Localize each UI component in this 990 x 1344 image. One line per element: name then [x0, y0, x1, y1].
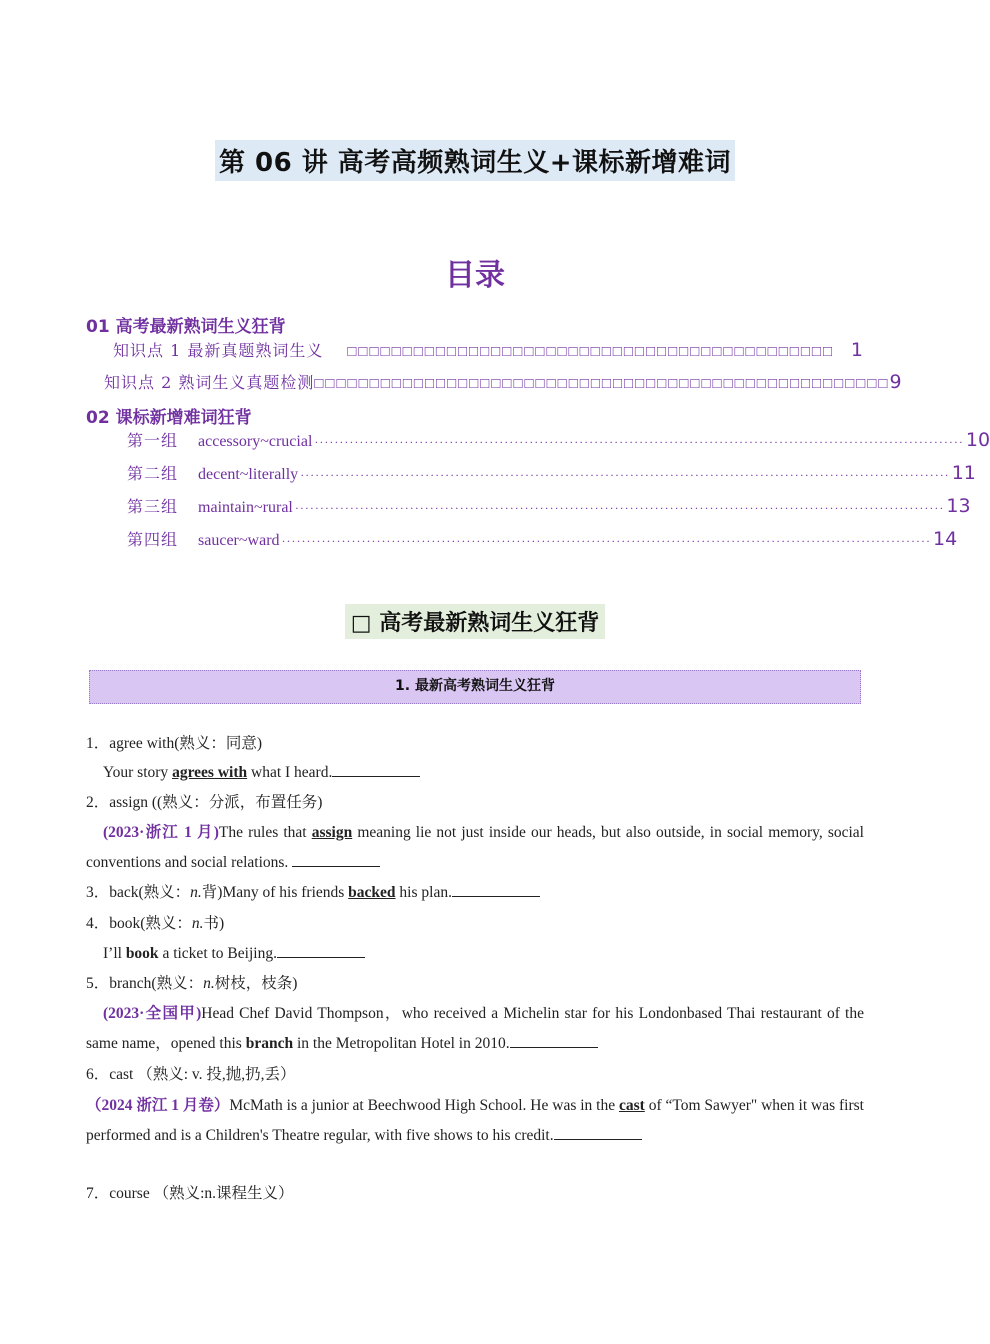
- sentence-text: The rules that: [218, 824, 312, 841]
- keyword: agrees with: [172, 764, 248, 781]
- toc-entry-label: 知识点 1 最新真题熟词生义: [113, 341, 324, 360]
- sentence-text: of “Tom Sawyer" when it was first performed and is a Children's Theatre regular, with five shows to his credit.: [86, 1097, 864, 1144]
- item-7-head: 7．course （熟义:n.课程生义）: [86, 1185, 294, 1202]
- item-4-sentence: [103, 939, 881, 969]
- keyword: book: [125, 945, 159, 962]
- toc-entry-page: 9: [889, 371, 902, 393]
- answer-blank[interactable]: [510, 1033, 598, 1048]
- item-2-sentence: [86, 818, 864, 878]
- section-heading: □ 高考最新熟词生义狂背: [345, 604, 605, 639]
- toc-group-label: 第三组: [127, 497, 179, 516]
- keyword: assign: [311, 824, 353, 841]
- toc-group-2[interactable]: [127, 461, 976, 484]
- item-6-head: 6．cast （熟义: v. 投,抛,扔,丢）: [86, 1066, 296, 1083]
- toc-entry-fill: □□□□□□□□□□□□□□□□□□□□□□□□□□□□□□□□□□□□□□□□□□□□□□□□□□□□: [314, 376, 890, 392]
- item-5-head: [86, 969, 864, 999]
- item-1-sentence: [103, 758, 881, 788]
- toc-group-page: 13: [946, 495, 971, 517]
- source-tag: (2023·全国甲): [103, 1005, 202, 1022]
- answer-blank[interactable]: [332, 762, 420, 777]
- toc-group-page: 14: [933, 528, 958, 550]
- sentence-text: what I heard.: [247, 764, 333, 781]
- toc-section-2[interactable]: 02 课标新增难词狂背: [86, 408, 252, 428]
- toc-leader: ··································································································································: [281, 534, 932, 548]
- lecture-title: 第 06 讲 高考高频熟词生义+课标新增难词: [215, 140, 735, 181]
- source-tag: (2023·浙江 1 月): [103, 824, 219, 841]
- answer-blank[interactable]: [292, 852, 380, 867]
- sentence-text: McMath is a junior at Beechwood High School. He was in the: [229, 1097, 619, 1114]
- section-heading-wrap: [0, 604, 950, 639]
- toc-leader: ··································································································································: [294, 501, 945, 515]
- toc-group-label: 第四组: [127, 530, 179, 549]
- toc-section-1[interactable]: 01 高考最新熟词生义狂背: [86, 317, 286, 337]
- answer-blank[interactable]: [277, 943, 365, 958]
- item-2-head: 2．assign ((熟义：分派，布置任务): [86, 794, 323, 811]
- subsection-banner: 1. 最新高考熟词生义狂背: [89, 670, 861, 704]
- sentence-text: in the Metropolitan Hotel in 2010.: [293, 1035, 510, 1052]
- title-wrap: [0, 140, 950, 181]
- toc-leader: ··································································································································: [300, 468, 950, 482]
- toc-entry-1[interactable]: [113, 338, 863, 361]
- item-6-sentence: [86, 1091, 864, 1151]
- item-head: 5．branch(熟义：: [86, 975, 204, 992]
- sentence-text: his plan.: [395, 884, 452, 901]
- toc-group-label: 第一组: [127, 431, 179, 450]
- toc-group-range: saucer~ward: [198, 532, 280, 549]
- item-5-sentence: [86, 999, 864, 1059]
- item-head-tail: 树枝，枝条): [214, 975, 298, 992]
- item-head: 3．back(熟义：: [86, 884, 191, 901]
- toc-group-3[interactable]: [127, 494, 971, 517]
- sentence-text: meaning lie not just inside our heads, but also outside, in social memory, social conventions and social relations.: [86, 824, 864, 871]
- toc-group-range: decent~literally: [198, 466, 299, 483]
- keyword: backed: [348, 884, 396, 901]
- item-head: 4．book(熟义：: [86, 915, 192, 932]
- toc-entry-fill: □□□□□□□□□□□□□□□□□□□□□□□□□□□□□□□□□□□□□□□□□□□□: [347, 344, 835, 360]
- toc-group-1[interactable]: [127, 428, 990, 451]
- item-3: [86, 878, 864, 908]
- answer-blank[interactable]: [452, 882, 540, 897]
- toc-group-range: maintain~rural: [198, 499, 293, 516]
- keyword: cast: [618, 1097, 645, 1114]
- sentence-text: Head Chef David Thompson，who received a Michelin star for his Londonbased Thai restaurant of the same name，opened this: [86, 1005, 864, 1052]
- toc-group-page: 11: [951, 462, 976, 484]
- toc-group-4[interactable]: [127, 527, 958, 550]
- toc-entry-label: 知识点 2 熟词生义真题检测: [104, 373, 315, 392]
- sentence-text: Your story: [103, 764, 173, 781]
- item-head-tail: 书): [203, 915, 225, 932]
- toc-group-label: 第二组: [127, 464, 179, 483]
- item-4-head: [86, 909, 864, 939]
- item-1-head: 1．agree with(熟义：同意): [86, 735, 263, 752]
- toc-group-page: 10: [965, 429, 990, 451]
- sentence-text: a ticket to Beijing.: [158, 945, 277, 962]
- toc-entry-2[interactable]: [104, 370, 902, 393]
- keyword: branch: [245, 1035, 294, 1052]
- part-of-speech: n.: [190, 884, 202, 901]
- toc-entry-page: 1: [850, 339, 863, 361]
- sentence-text: 背)Many of his friends: [201, 884, 349, 901]
- answer-blank[interactable]: [554, 1125, 642, 1140]
- toc-heading: 目录: [445, 258, 505, 293]
- toc-group-range: accessory~crucial: [198, 433, 313, 450]
- part-of-speech: n.: [191, 915, 204, 932]
- part-of-speech: n.: [203, 975, 215, 992]
- toc-leader: ··································································································································: [314, 435, 964, 449]
- source-tag: （2024 浙江 1 月卷）: [86, 1097, 230, 1114]
- sentence-text: I’ll: [103, 945, 126, 962]
